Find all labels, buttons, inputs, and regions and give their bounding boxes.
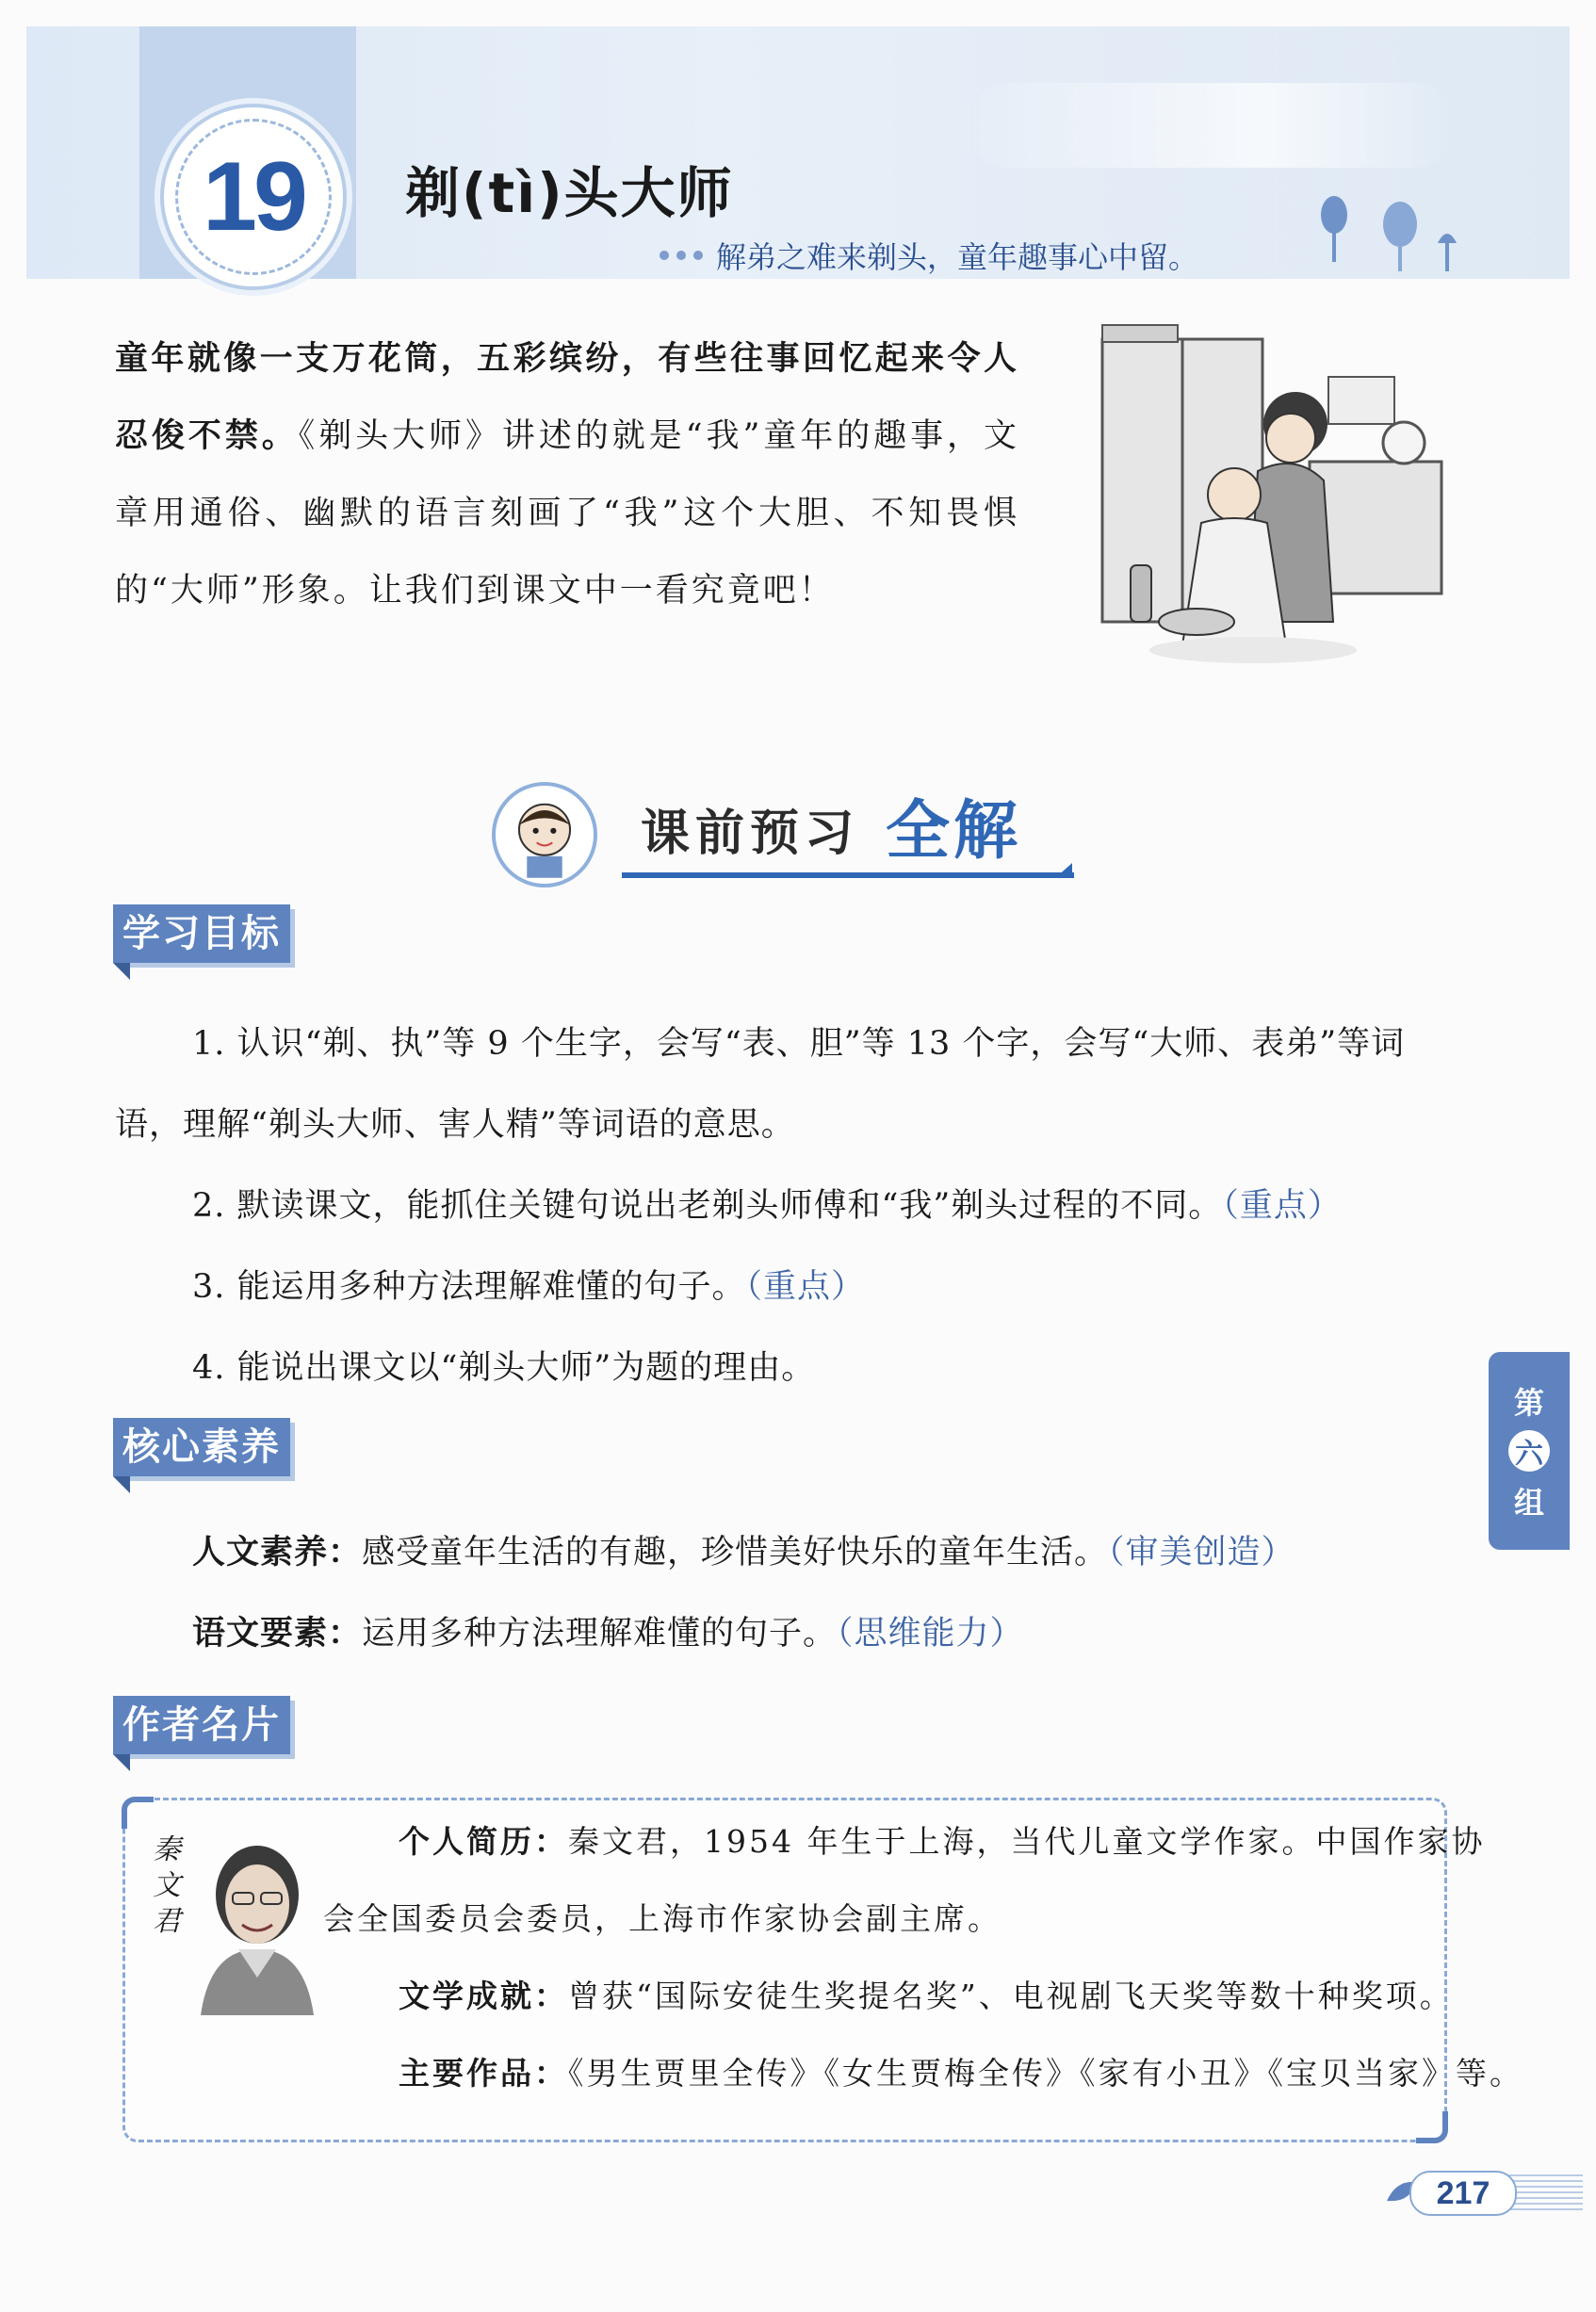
kid-mascot-icon: [492, 782, 597, 887]
author-card: [122, 1798, 1523, 2142]
core-item-text: 感受童年生活的有趣，珍惜美好快乐的童年生活。: [362, 1534, 1109, 1571]
objective-3: [115, 1246, 1462, 1327]
core-item-label: 语文要素：: [192, 1615, 363, 1653]
unit-side-tab: [1489, 1352, 1570, 1550]
core-item-humanities: [192, 1512, 1492, 1593]
lesson-number: 19: [203, 141, 304, 252]
heading-learning-objectives: 学习目标: [113, 904, 290, 963]
barber-scene-illustration: [1093, 320, 1451, 678]
tree-decoration-icon: [1296, 187, 1466, 279]
lesson-subtitle: 解弟之难来剃头，童年趣事心中留。: [716, 239, 1199, 275]
author-name-char: 君: [153, 1905, 181, 1938]
author-bio: [399, 1817, 1485, 1862]
unit-tab-bottom: 组: [1513, 1485, 1544, 1521]
section-underline: [622, 872, 1074, 878]
banner-haze: [967, 83, 1457, 168]
author-name-char: 秦: [153, 1833, 181, 1866]
author-achievements-label: 文学成就：: [399, 1978, 568, 2014]
section-title: 课前预习: [641, 806, 860, 862]
author-name-vertical: [148, 1832, 186, 1940]
intro-paragraph: [115, 320, 1019, 629]
objective-1-continued: 语，理解“剃头大师、害人精”等词语的意思。: [115, 1106, 795, 1144]
core-item-tag: （审美创造）: [1108, 1534, 1295, 1571]
section-banner: [480, 773, 1083, 886]
objective-4: 4. 能说出课文以“剃头大师”为题的理由。: [192, 1349, 816, 1387]
unit-tab-top: 第: [1513, 1385, 1544, 1421]
lesson-subtitle-row: [660, 234, 1198, 277]
author-achievements: [399, 1972, 1454, 2016]
author-portrait-image: [182, 1827, 333, 2015]
objective-2-tag: （重点）: [1222, 1187, 1342, 1225]
objective-3-tag: （重点）: [745, 1268, 866, 1306]
author-bio-text: 秦文君，1954 年生于上海，当代儿童文学作家。中国作家协: [568, 1823, 1486, 1860]
section-title-accent: 全解: [886, 794, 1022, 869]
author-works-label: 主要作品：: [399, 2055, 568, 2092]
core-literacy-list: [192, 1512, 1492, 1674]
learning-objectives-list: [115, 1003, 1462, 1408]
author-bio-label: 个人简历：: [399, 1823, 568, 1860]
author-name-char: 文: [153, 1869, 181, 1902]
objective-1: 1. 认识“剃、执”等 9 个生字，会写“表、胆”等 13 个字，会写“大师、表弟”等词: [192, 1025, 1406, 1063]
author-works-text: 《男生贾里全传》《女生贾梅全传》《家有小丑》《宝贝当家》等。: [568, 2055, 1523, 2092]
author-works: [399, 2049, 1523, 2093]
page-number-block: [1385, 2169, 1573, 2216]
objective-2-text: 2. 默读课文，能抓住关键句说出老剃头师傅和“我”剃头过程的不同。: [192, 1187, 1223, 1225]
corner-decoration: [1416, 2111, 1448, 2143]
core-item-language: [192, 1593, 1492, 1674]
intro-normal-text: 《剃头大师》讲述的就是“我”童年的趣事，文章用通俗、幽默的语言刻画了“我”这个大胆、不知畏惧的“大师”形象。让我们到课文中一看究竟吧！: [115, 417, 1019, 610]
intro-bold-text: 童年就像一支万花筒，五彩缤纷，有些往事回忆起来令人忍俊不禁。: [115, 340, 1019, 455]
unit-tab-number: 六: [1508, 1430, 1550, 1472]
core-item-tag: （思维能力）: [837, 1615, 1024, 1653]
objective-3-text: 3. 能运用多种方法理解难懂的句子。: [192, 1268, 746, 1306]
core-item-label: 人文素养：: [192, 1534, 363, 1571]
heading-core-literacy: 核心素养: [113, 1418, 290, 1476]
core-item-text: 运用多种方法理解难懂的句子。: [362, 1615, 838, 1653]
heading-author-card: 作者名片: [113, 1696, 290, 1754]
objective-2: [115, 1165, 1462, 1246]
lesson-number-badge: [160, 104, 347, 290]
corner-decoration: [122, 1797, 154, 1829]
author-achievements-text: 曾获“国际安徒生奖提名奖”、电视剧飞天奖等数十种奖项。: [568, 1978, 1454, 2014]
section-underline-tip: [1055, 863, 1072, 878]
lesson-title: 剃(tì)头大师: [405, 161, 734, 225]
dots-decoration: [660, 251, 703, 260]
author-bio-continued: 会全国委员会委员，上海市作家协会副主席。: [323, 1900, 1002, 1937]
page-number: 217: [1409, 2171, 1517, 2216]
